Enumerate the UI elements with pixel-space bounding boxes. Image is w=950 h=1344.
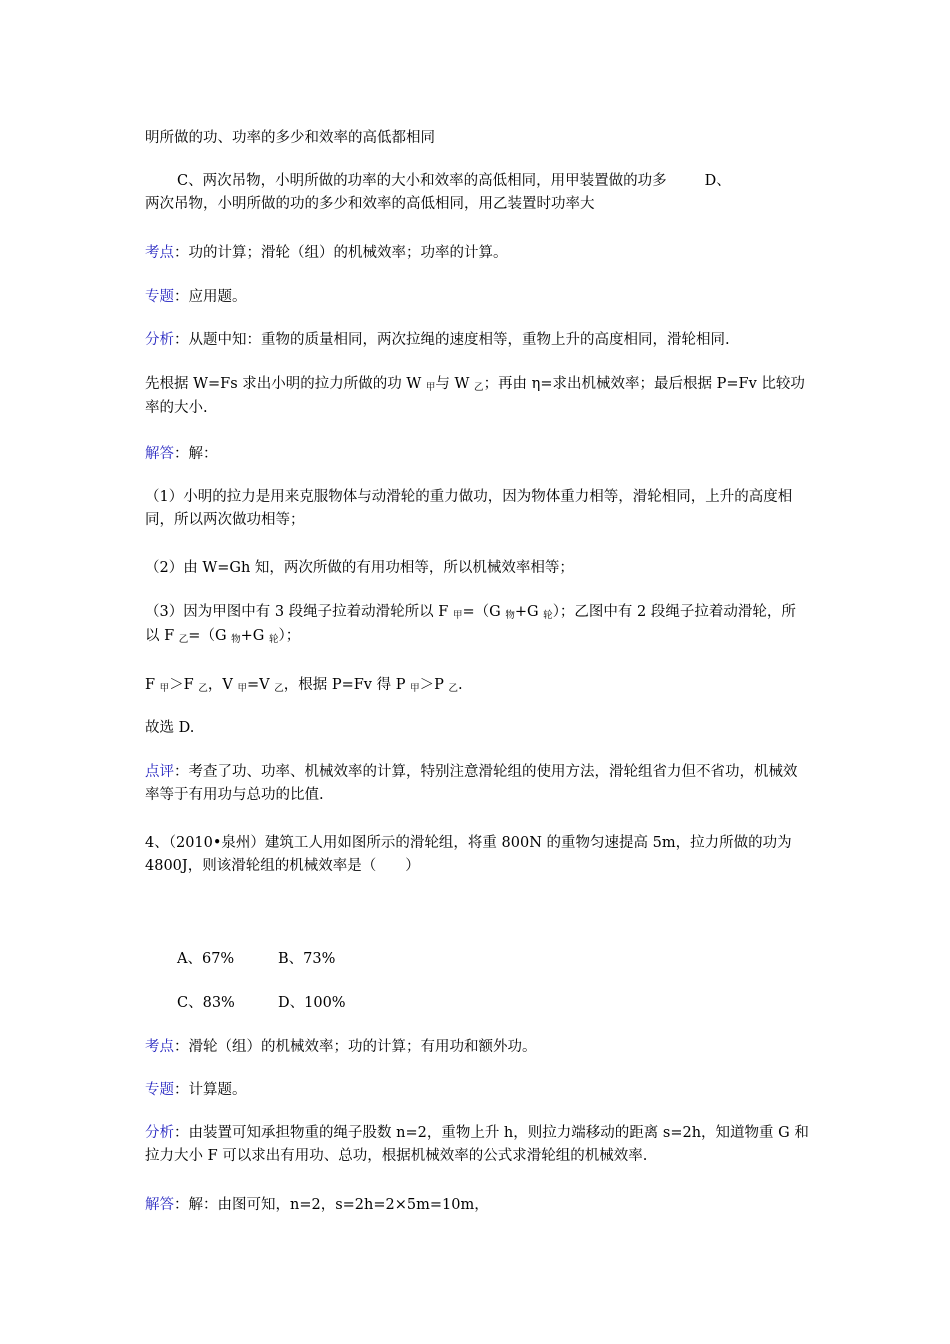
- zhuanti-text: ：应用题。: [174, 289, 247, 305]
- subscript: 甲: [159, 683, 170, 694]
- subscript: 乙: [274, 683, 284, 694]
- fenxi-label: 分析: [145, 332, 174, 348]
- q3-step-2: [145, 557, 810, 580]
- q4-jieda: [145, 1194, 810, 1217]
- q4-question: [145, 832, 810, 878]
- subscript: 物: [505, 610, 515, 621]
- subscript: 甲: [425, 382, 436, 393]
- text: 4、（2010•泉州）建筑工人用如图所示的滑轮组，将重 800N 的重物匀速提高 5m，拉力所做的功为 4800J，则该滑轮组的机械效率是（ ）: [145, 835, 792, 874]
- jieda-text: ：解：由图可知，n=2，s=2h=2×5m=10m，: [174, 1197, 489, 1213]
- text: ＞P: [419, 677, 449, 693]
- text: 明所做的功、功率的多少和效率的高低都相同: [145, 130, 435, 146]
- jieda-label: 解答: [145, 446, 174, 462]
- jieda-label: 解答: [145, 1197, 174, 1213]
- subscript: 甲: [410, 683, 420, 694]
- jieda-text: ：解：: [174, 446, 218, 462]
- text: （3）因为甲图中有 3 段绳子拉着动滑轮所以 F: [145, 604, 453, 620]
- q3-comparison: [145, 674, 810, 698]
- q4-fenxi: [145, 1122, 810, 1168]
- subscript: 乙: [178, 634, 189, 645]
- subscript: 甲: [237, 683, 247, 694]
- q3-dianping: [145, 761, 810, 807]
- dianping-label: 点评: [145, 764, 174, 780]
- fenxi-text: ：由装置可知承担物重的绳子股数 n=2，重物上升 h，则拉力端移动的距离 s=2h，知道物重 G 和拉力大小 F 可以求出有用功、总功，根据机械效率的公式求滑轮组的机械效率.: [145, 1125, 809, 1164]
- text: ；再由 η=求出机械效率；最后根据 P=Fv 比较功率的大小.: [145, 376, 805, 416]
- q3-fenxi: [145, 329, 810, 352]
- zhuanti-text: ：计算题。: [174, 1082, 247, 1098]
- text: ）；: [278, 628, 301, 644]
- q4-option-a: A、67%: [177, 951, 235, 967]
- text: （2）由 W=Gh 知，两次所做的有用功相等，所以机械效率相等；: [145, 560, 574, 576]
- text: ，V: [207, 677, 238, 693]
- subscript: 轮: [543, 610, 553, 621]
- q4-option-d: D、100%: [278, 995, 346, 1011]
- q4-option-c: C、83%: [177, 995, 235, 1011]
- kaodian-label: 考点: [145, 245, 174, 261]
- q3-kaodian: [145, 242, 810, 265]
- fenxi-text: ：从题中知：重物的质量相同，两次拉绳的速度相等，重物上升的高度相同，滑轮相同.: [174, 332, 730, 348]
- q3-continued-text: [145, 127, 810, 150]
- text: .: [458, 677, 463, 693]
- text: +G: [514, 604, 544, 620]
- q3-option-d-prefix: D、: [704, 173, 731, 189]
- q3-step-3: [145, 601, 810, 649]
- q3-options-cd: [145, 170, 810, 216]
- dianping-text: ：考查了功、功率、机械效率的计算，特别注意滑轮组的使用方法，滑轮组省力但不省功，机械效率等于有用功与总功的比值.: [145, 764, 798, 803]
- fenxi-label: 分析: [145, 1125, 174, 1141]
- q4-zhuanti: [145, 1079, 810, 1102]
- subscript: 物: [231, 634, 241, 645]
- subscript: 甲: [452, 610, 463, 621]
- text: +G: [240, 628, 269, 644]
- subscript: 乙: [448, 683, 458, 694]
- subscript: 乙: [198, 683, 208, 694]
- q4-kaodian: [145, 1036, 810, 1059]
- subscript: 乙: [474, 382, 484, 393]
- kaodian-label: 考点: [145, 1039, 174, 1055]
- text: F: [145, 677, 160, 693]
- text: =（G: [462, 604, 506, 620]
- text: ）；乙图中有 2 段绳子拉着动滑轮，所以 F: [145, 604, 796, 644]
- q3-jieda: [145, 443, 810, 466]
- text: 与 W: [435, 376, 475, 392]
- text: ，根据 P=Fv 得 P: [283, 677, 411, 693]
- q3-answer: [145, 717, 810, 740]
- text: 故选 D.: [145, 720, 195, 736]
- zhuanti-label: 专题: [145, 1082, 174, 1098]
- text: =（G: [188, 628, 232, 644]
- text: （1）小明的拉力是用来克服物体与动滑轮的重力做功，因为物体重力相等，滑轮相同，上升的高度相同，所以两次做功相等；: [145, 489, 793, 528]
- q3-fenxi-continued: [145, 373, 810, 420]
- text: ＞F: [169, 677, 199, 693]
- text: 先根据 W=Fs 求出小明的拉力所做的功 W: [145, 376, 426, 392]
- kaodian-text: ：功的计算；滑轮（组）的机械效率；功率的计算。: [174, 245, 508, 261]
- subscript: 轮: [269, 634, 279, 645]
- q3-option-d: 两次吊物，小明所做的功的多少和效率的高低相同，用乙装置时功率大: [145, 196, 595, 212]
- q4-option-b: B、73%: [278, 951, 336, 967]
- q3-option-c: C、两次吊物，小明所做的功率的大小和效率的高低相同，用甲装置做的功多: [177, 173, 667, 189]
- q3-zhuanti: [145, 286, 810, 309]
- text: =V: [246, 677, 275, 693]
- q3-step-1: [145, 486, 810, 532]
- zhuanti-label: 专题: [145, 289, 174, 305]
- kaodian-text: ：滑轮（组）的机械效率；功的计算；有用功和额外功。: [174, 1039, 537, 1055]
